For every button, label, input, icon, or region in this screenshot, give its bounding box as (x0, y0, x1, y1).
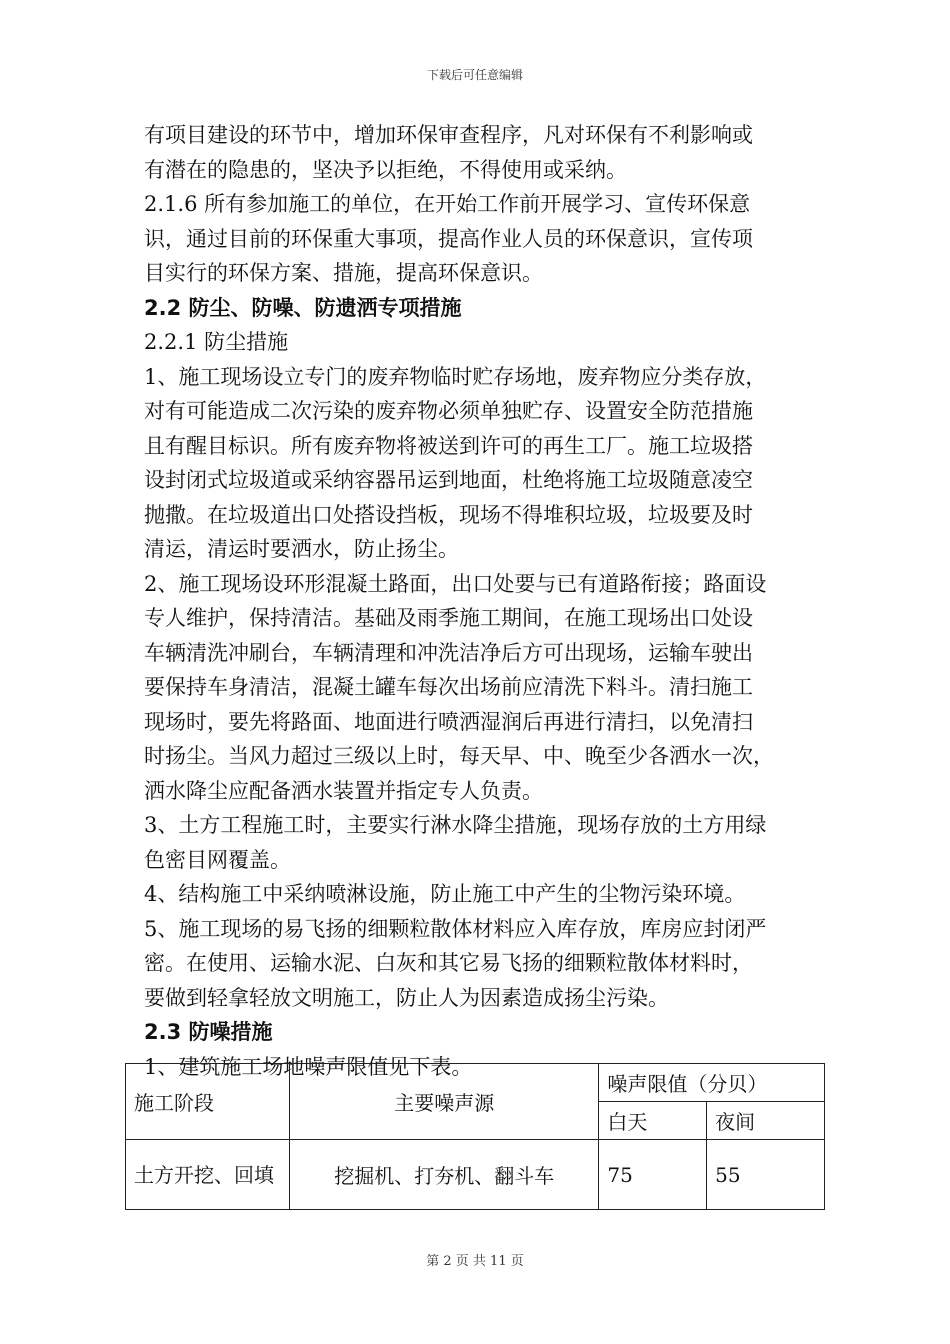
paragraph-line: 洒水降尘应配备洒水装置并指定专人负责。 (144, 778, 543, 803)
paragraph-line: 要做到轻拿轻放文明施工，防止人为因素造成扬尘污染。 (144, 985, 669, 1010)
paragraph-line: 清运，清运时要洒水，防止扬尘。 (144, 537, 459, 561)
header-source: 主要噪声源 (290, 1064, 599, 1140)
page-footer: 第 2 页 共 11 页 (426, 1254, 524, 1269)
paragraph-line: 设封闭式垃圾道或采纳容器吊运到地面，杜绝将施工垃圾随意凌空 (144, 468, 753, 492)
paragraph-line: 要保持车身清洁，混凝土罐车每次出场前应清洗下料斗。清扫施工 (144, 675, 753, 699)
paragraph-line: 车辆清洗冲刷台，车辆清理和冲洗洁净后方可出现场，运输车驶出 (144, 640, 753, 665)
header-limit: 噪声限值（分贝） (599, 1064, 825, 1102)
cell-night: 55 (707, 1140, 825, 1210)
document-body (144, 118, 814, 1084)
paragraph-line: 且有醒目标识。所有废弃物将被送到许可的再生工厂。施工垃圾搭 (144, 433, 753, 458)
header-day: 白天 (599, 1102, 707, 1140)
noise-limit-table (125, 1063, 825, 1210)
paragraph-line: 识，通过目前的环保重大事项，提高作业人员的环保意识，宣传项 (144, 226, 753, 251)
paragraph-line: 2.1.6 所有参加施工的单位，在开始工作前开展学习、宣传环保意 (144, 192, 751, 216)
paragraph-line: 对有可能造成二次污染的废弃物必须单独贮存、设置安全防范措施 (144, 399, 753, 423)
header-night: 夜间 (707, 1102, 825, 1140)
paragraph-line: 专人维护，保持清洁。基础及雨季施工期间，在施工现场出口处设 (144, 606, 753, 630)
page-header: 下载后可任意编辑 (426, 68, 523, 82)
paragraph-line: 3、土方工程施工时，主要实行淋水降尘措施，现场存放的土方用绿 (144, 813, 767, 837)
cell-day: 75 (599, 1140, 707, 1210)
paragraph-line: 目实行的环保方案、措施，提高环保意识。 (144, 261, 543, 285)
paragraph-line: 有潜在的隐患的，坚决予以拒绝，不得使用或采纳。 (144, 157, 627, 182)
paragraph-line: 现场时，要先将路面、地面进行喷洒湿润后再进行清扫，以免清扫 (144, 709, 753, 734)
paragraph-line: 1、建筑施工场地噪声限值见下表。 (144, 1054, 473, 1079)
paragraph-line: 抛撒。在垃圾道出口处搭设挡板，现场不得堆积垃圾，垃圾要及时 (144, 502, 753, 527)
table-row (126, 1140, 825, 1210)
paragraph-line: 时扬尘。当风力超过三级以上时，每天早、中、晚至少各洒水一次， (144, 744, 774, 768)
section-heading: 2.2 防尘、防噪、防遗洒专项措施 (144, 295, 462, 320)
header-stage: 施工阶段 (126, 1064, 290, 1140)
table-header-row (126, 1064, 825, 1102)
paragraph-line: 色密目网覆盖。 (144, 847, 291, 872)
section-heading: 2.3 防噪措施 (144, 1020, 273, 1044)
paragraph-line: 4、结构施工中采纳喷淋设施，防止施工中产生的尘物污染环境。 (144, 882, 746, 906)
paragraph-line: 1、施工现场设立专门的废弃物临时贮存场地，废弃物应分类存放， (144, 364, 767, 389)
cell-stage: 土方开挖、回填 (126, 1140, 290, 1210)
paragraph-line: 有项目建设的环节中，增加环保审查程序，凡对环保有不利影响或 (144, 123, 753, 147)
paragraph-line: 2、施工现场设环形混凝土路面，出口处要与已有道路衔接；路面设 (144, 571, 767, 596)
paragraph-line: 2.2.1 防尘措施 (144, 330, 289, 354)
cell-source: 挖掘机、打夯机、翻斗车 (290, 1140, 599, 1210)
paragraph-line: 密。在使用、运输水泥、白灰和其它易飞扬的细颗粒散体材料时， (144, 951, 753, 975)
paragraph-line: 5、施工现场的易飞扬的细颗粒散体材料应入库存放，库房应封闭严 (144, 916, 767, 941)
